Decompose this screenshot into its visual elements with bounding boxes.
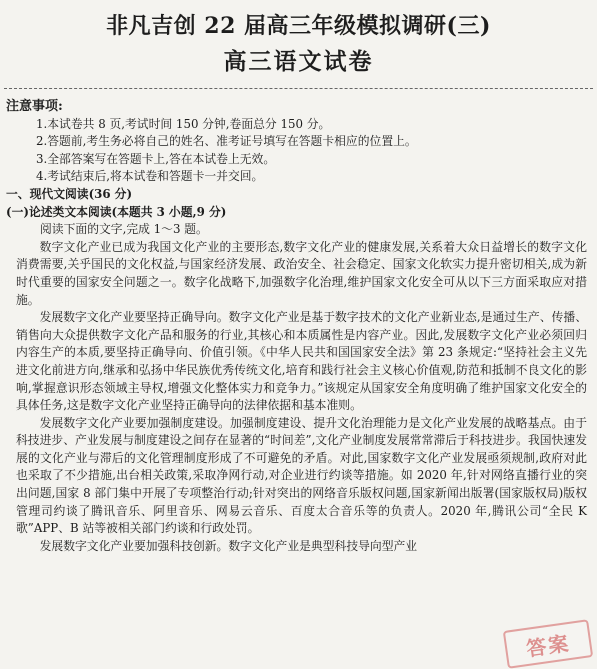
passage-paragraph: 发展数字文化产业要坚持正确导向。数字文化产业是基于数字技术的文化产业新业态,是通过生产、传播、销售向大众提供数字文化产品和服务的行业,其核心和本质属性是内容产业。因此,发展数字文化产业必须回归内容生产的本质,要坚持正确导向、价值引领。《中华人民共和国国家安全法》第 23 条规定:“坚持社会主义先进文化前进方向,继承和弘扬中华民族优秀传统文化,培育和践行社会主义核心价值观,防范和抵制不良文化的影响,掌握意识形态领域主导权,增强文化整体实力和竞争力。”该规定从国家安全角度明确了维护国家文化安全的具体任务,这是数字文化产业坚持正确导向的法律依据和基本准则。 — [16, 310, 587, 413]
passage-paragraph: 数字文化产业已成为我国文化产业的主要形态,数字文化产业的健康发展,关系着大众日益增长的数字文化消费需要,关乎国民的文化权益,与国家经济发展、政治安全、社会稳定、国家文化软实力提升密切相关,成为新时代重要的国家安全问题之一。数字化战略下,加强数字化治理,维护国家文化安全可从以下三方面采取应对措施。 — [16, 239, 587, 307]
reading-instruction: 阅读下面的文字,完成 1～3 题。 — [40, 222, 208, 237]
reading-passage — [6, 239, 591, 556]
note-item: 2.答题前,考生务必将自己的姓名、准考证号填写在答题卡相应的位置上。 — [36, 134, 417, 149]
note-item: 1.本试卷共 8 页,考试时间 150 分钟,卷面总分 150 分。 — [36, 116, 331, 131]
watermark-logo: 答案 — [503, 619, 593, 669]
exam-title: 非凡吉创 22 届高三年级模拟调研(三) — [106, 13, 491, 39]
passage-paragraph: 发展数字文化产业要加强制度建设。加强制度建设、提升文化治理能力是文化产业发展的战略基点。由于科技进步、产业发展与制度建设之间存在显著的“时间差”,文化产业制度发展常常滞后于科技进步。我国快速发展的文化产业与滞后的文化管理制度形成了不可避免的矛盾。对此,国家数字文化产业发展亟须规制,政府对此也采取了不少措施,出台相关政策,采取净网行动,对企业进行约谈等措施。如 2020 年,针对网络直播行业的突出问题,国家 8 部门集中开展了专项整治行动;针对突出的网络音乐版权问题,国家新闻出版署(国家版权局)版权管理司约谈了腾讯音乐、阿里音乐、网易云音乐、百度太合音乐等的负责人。2020 年,腾讯公司“全民 K 歌”APP、B 站等被相关部门约谈和行政处罚。 — [16, 415, 587, 536]
passage-paragraph: 发展数字文化产业要加强科技创新。数字文化产业是典型科技导向型产业 — [39, 538, 418, 553]
header-divider — [4, 88, 593, 89]
note-item: 4.考试结束后,将本试卷和答题卡一并交回。 — [36, 169, 264, 184]
section-subtitle: (一)论述类文本阅读(本题共 3 小题,9 分) — [6, 204, 227, 219]
exam-content — [6, 98, 591, 555]
notes-heading: 注意事项: — [6, 99, 63, 114]
section-title: 一、现代文阅读(36 分) — [6, 186, 133, 201]
exam-subtitle: 高三语文试卷 — [223, 48, 374, 75]
note-item: 3.全部答案写在答题卡上,答在本试卷上无效。 — [36, 151, 276, 166]
